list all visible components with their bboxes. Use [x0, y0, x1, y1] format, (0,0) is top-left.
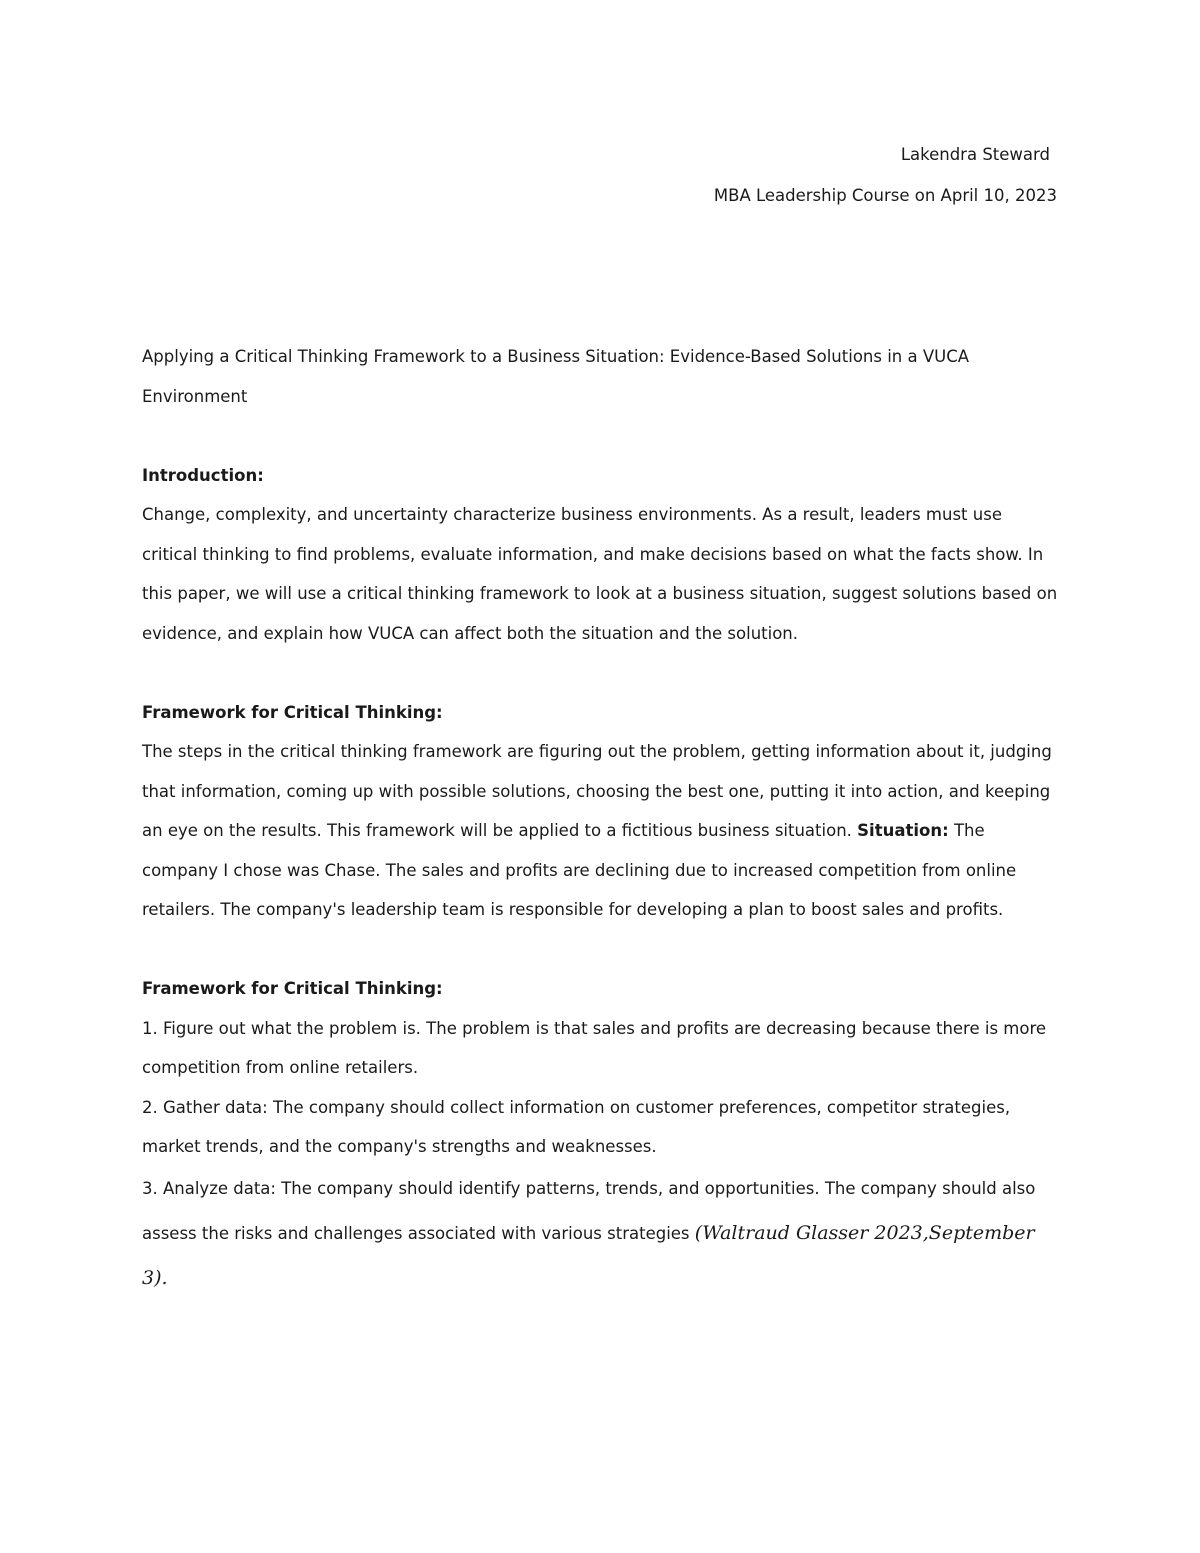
- list-item: 2. Gather data: The company should collect information on customer preferences, competitor strategies, market trends, and the company's strengths and weaknesses.: [142, 1097, 1011, 1156]
- framework-heading-2: Framework for Critical Thinking:: [142, 979, 443, 998]
- citation-period: .: [161, 1266, 168, 1289]
- paper-title: Applying a Critical Thinking Framework to a Business Situation: Evidence-Based Solutions in a VUCA Environment: [142, 347, 970, 406]
- list-item: [142, 1167, 1062, 1301]
- list-item: 1. Figure out what the problem is. The problem is that sales and profits are decreasing because there is more competition from online retailers.: [142, 1018, 1047, 1077]
- introduction-heading: Introduction:: [142, 465, 264, 485]
- situation-label: Situation:: [857, 821, 949, 840]
- framework-text: The steps in the critical thinking framework are figuring out the problem, getting information about it, judging that information, coming up with possible solutions, choosing the best one, putting it into action, and keeping an eye on the results. This framework will be applied to a fictitious business situation.: [142, 742, 1052, 840]
- list-item-text: 3. Analyze data: The company should identify patterns, trends, and opportunities. The company should also assess the risks and challenges associated with various strategies: [142, 1178, 1036, 1243]
- framework-heading-1: Framework for Critical Thinking:: [142, 702, 443, 722]
- citation: (Waltraud Glasser 2023,September 3): [142, 1221, 1035, 1289]
- author-name: Lakendra Steward: [900, 145, 1050, 164]
- course-date: MBA Leadership Course on April 10, 2023: [713, 186, 1057, 205]
- document-body: [142, 337, 1062, 1301]
- framework-paragraph: [142, 732, 1062, 930]
- introduction-paragraph: Change, complexity, and uncertainty characterize business environments. As a result, leaders must use critical thinking to find problems, evaluate information, and make decisions based on what the facts show. In this paper, we will use a critical thinking framework to look at a business situation, suggest solutions based on evidence, and explain how VUCA can affect both the situation and the solution.: [142, 505, 1058, 643]
- situation-text: The company I chose was Chase. The sales and profits are declining due to increased competition from online retailers. The company's leadership team is responsible for developing a plan to boost sales and profits.: [142, 821, 1017, 919]
